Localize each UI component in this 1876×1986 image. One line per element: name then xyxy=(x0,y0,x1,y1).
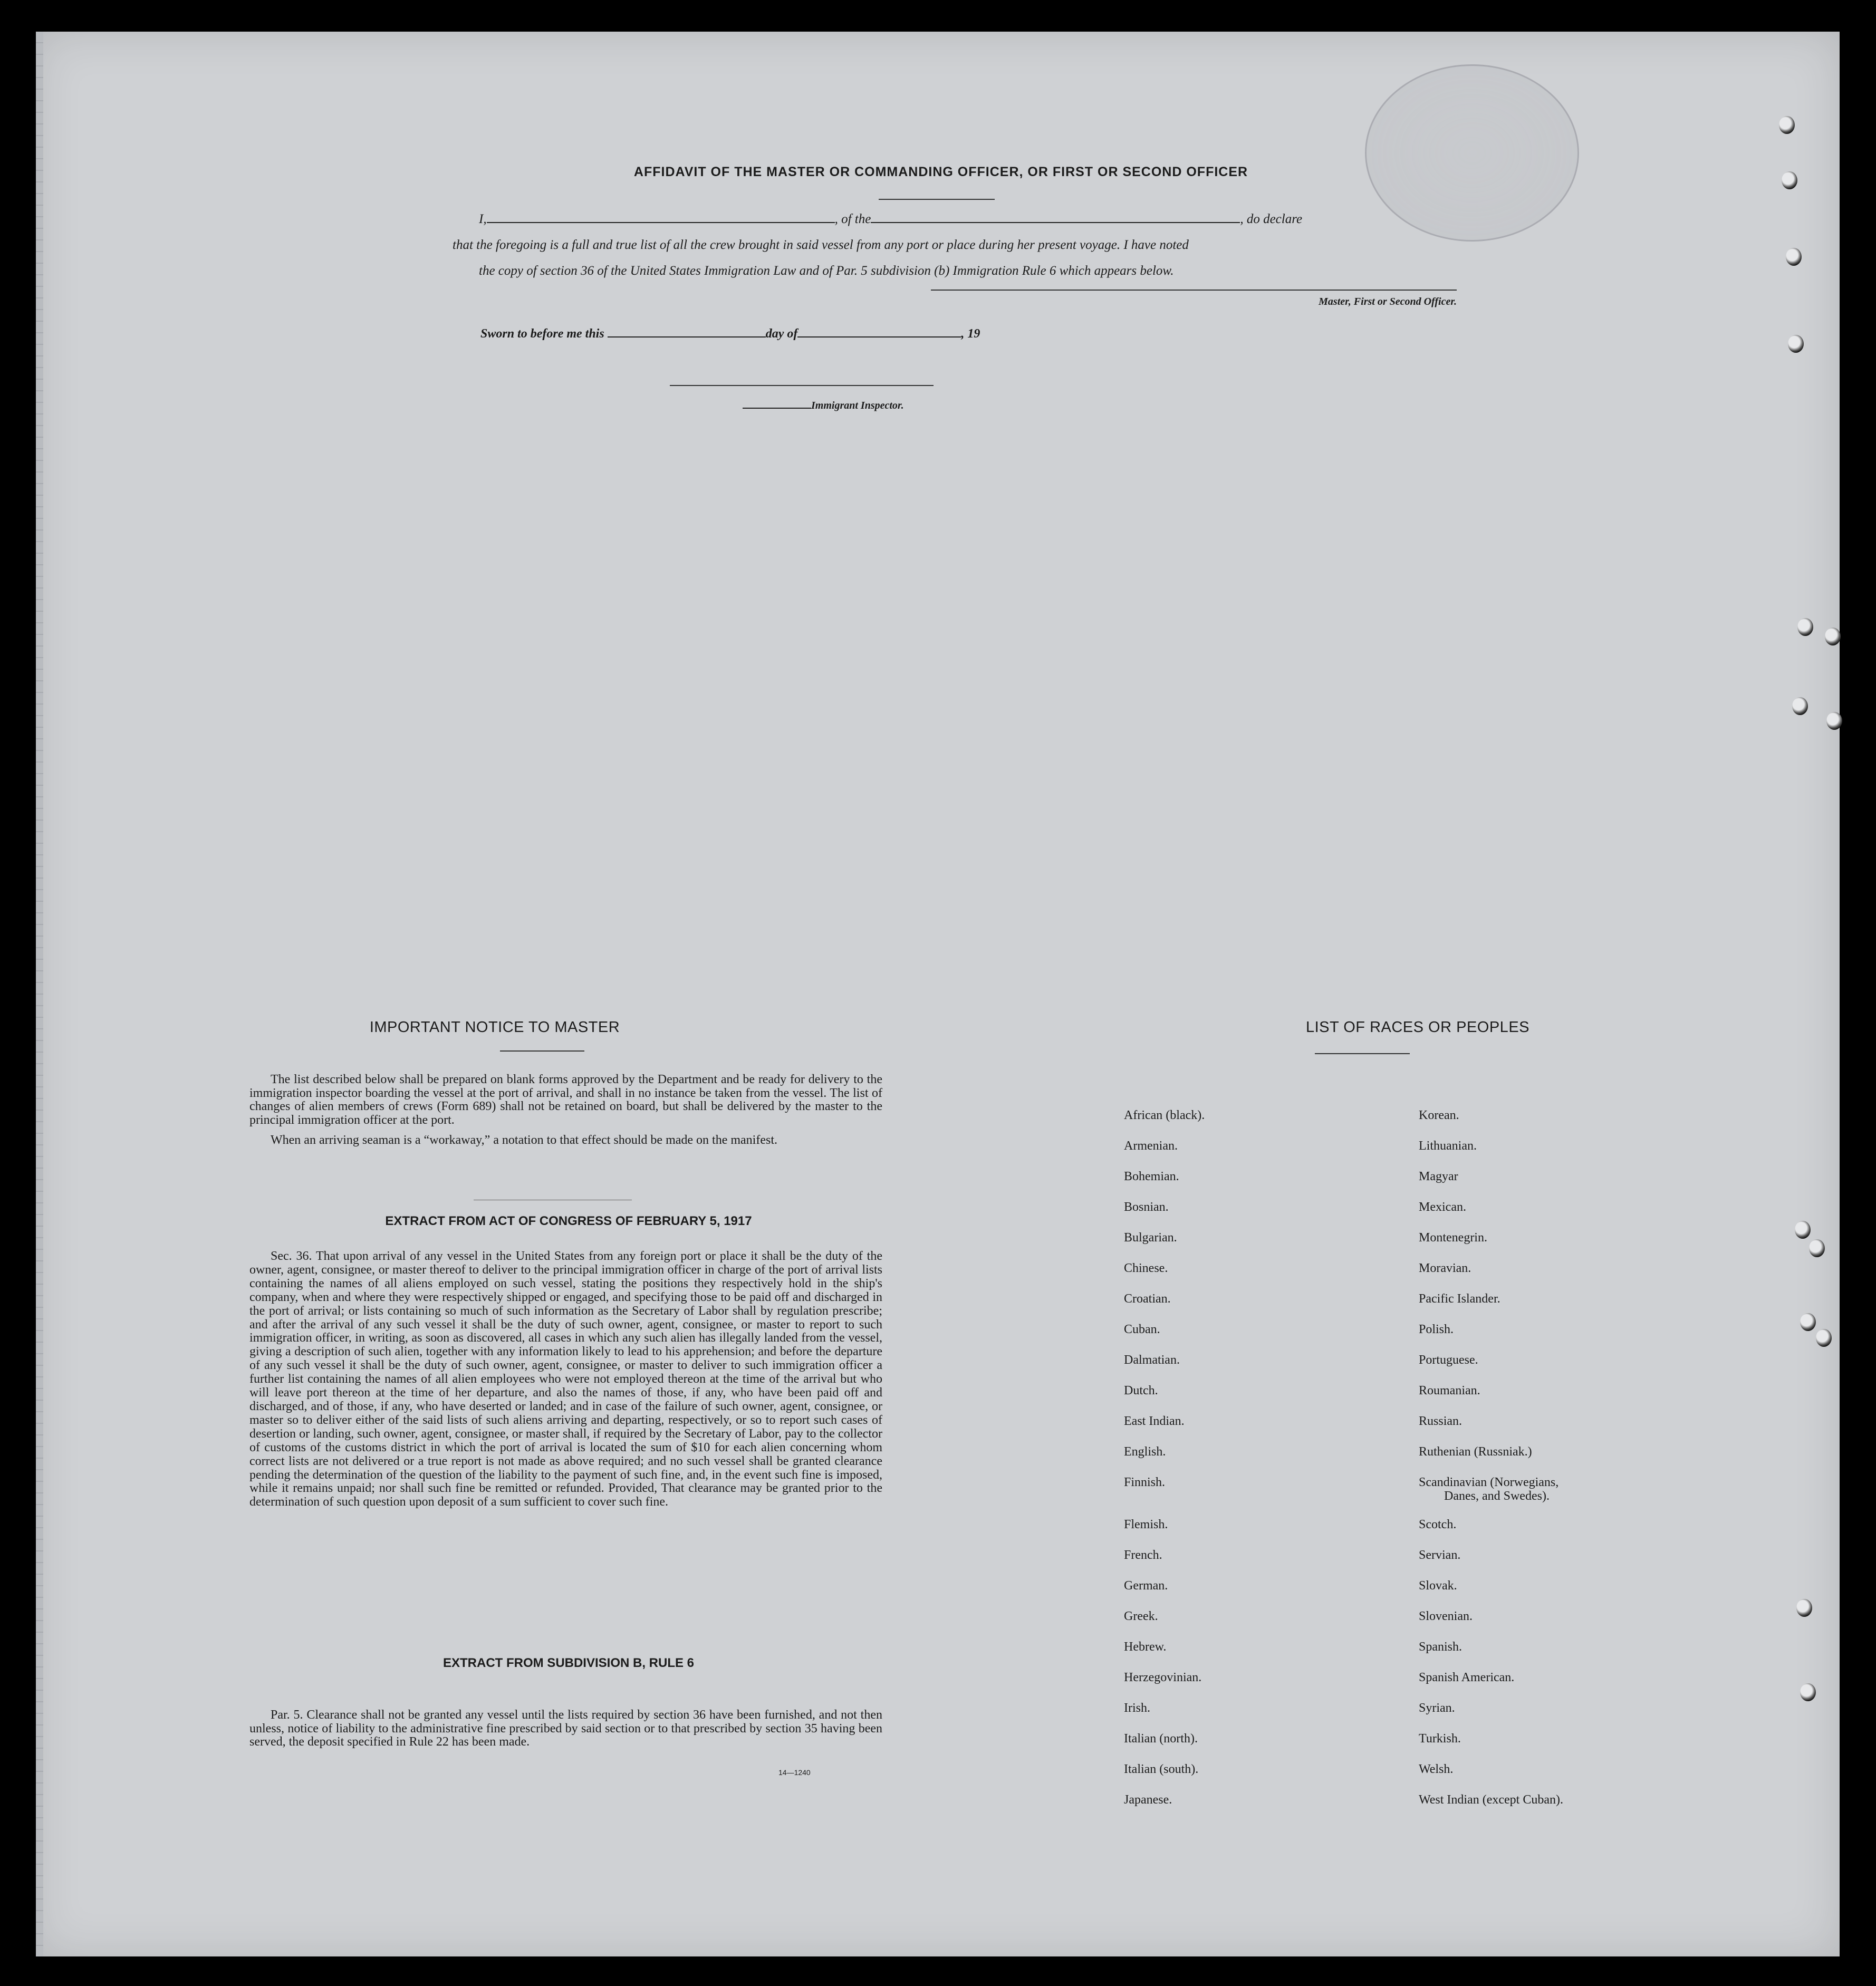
race-item: Armenian. xyxy=(1124,1139,1178,1153)
rule-body xyxy=(249,1709,882,1749)
inspector-signature-line[interactable] xyxy=(670,385,934,386)
notice-paragraph-1: The list described below shall be prepared on blank forms approved by the Department and be ready for delivery to the immigration inspector boarding the vessel at the port of arrival, and shall in no instance be taken from the vessel. The list of changes of alien members of crews (Form 689) shall not be retained on board, but shall be delivered by the master to the principal immigration officer at the port. xyxy=(249,1073,882,1127)
race-item: Korean. xyxy=(1419,1108,1459,1122)
race-item: Slovenian. xyxy=(1419,1609,1473,1623)
punch-hole xyxy=(1782,171,1797,189)
race-item: Servian. xyxy=(1419,1548,1461,1562)
rule-heading: EXTRACT FROM SUBDIVISION B, RULE 6 xyxy=(442,1656,695,1670)
races-right-column xyxy=(1419,1108,1735,1820)
punch-hole xyxy=(1797,618,1813,636)
race-item: Montenegrin. xyxy=(1419,1231,1487,1245)
race-item: Greek. xyxy=(1124,1609,1158,1623)
race-item: Ruthenian (Russniak.) xyxy=(1419,1445,1532,1459)
race-item: Russian. xyxy=(1419,1414,1463,1428)
races-heading: LIST OF RACES OR PEOPLES xyxy=(1305,1019,1530,1036)
punch-hole xyxy=(1800,1683,1816,1701)
race-item: Italian (south). xyxy=(1124,1762,1199,1776)
race-item: Japanese. xyxy=(1124,1793,1172,1807)
race-item: Lithuanian. xyxy=(1419,1139,1477,1153)
sworn-line xyxy=(480,321,980,347)
punch-hole xyxy=(1825,628,1841,645)
races-divider xyxy=(1315,1053,1410,1054)
race-item: African (black). xyxy=(1124,1108,1205,1122)
race-item: Slovak. xyxy=(1419,1579,1457,1593)
punch-hole xyxy=(1779,116,1795,134)
punch-hole xyxy=(1792,697,1808,715)
race-item: West Indian (except Cuban). xyxy=(1419,1793,1563,1807)
race-item: Welsh. xyxy=(1419,1762,1454,1776)
punch-hole xyxy=(1809,1239,1825,1257)
race-item: Scotch. xyxy=(1419,1518,1457,1531)
race-item: French. xyxy=(1124,1548,1162,1562)
race-item: Croatian. xyxy=(1124,1292,1171,1306)
affidavit-title: AFFIDAVIT OF THE MASTER OR COMMANDING OFFICER, OR FIRST OR SECOND OFFICER xyxy=(633,165,1248,179)
race-item: Irish. xyxy=(1124,1701,1150,1715)
name-blank-field[interactable] xyxy=(487,209,835,223)
vessel-blank-field[interactable] xyxy=(871,209,1240,223)
race-item: Polish. xyxy=(1419,1323,1454,1336)
act-body xyxy=(249,1250,882,1509)
notice-heading: IMPORTANT NOTICE TO MASTER xyxy=(369,1019,620,1036)
inspector-label xyxy=(743,398,904,412)
sworn-year: , 19 xyxy=(961,327,980,341)
inspector-label-text: Immigrant Inspector. xyxy=(811,400,904,411)
declaration-do-declare: , do declare xyxy=(1240,212,1303,226)
race-item: Chinese. xyxy=(1124,1261,1168,1275)
form-code: 14—1240 xyxy=(778,1768,811,1777)
master-signature-label: Master, First or Second Officer. xyxy=(1319,296,1457,307)
page-edge xyxy=(36,32,43,1956)
race-item: Spanish. xyxy=(1419,1640,1463,1654)
punch-hole xyxy=(1826,712,1842,730)
declaration-of-the: , of the xyxy=(834,212,871,226)
race-item: Bosnian. xyxy=(1124,1200,1169,1214)
notice-body xyxy=(249,1073,882,1148)
race-item: Herzegovinian. xyxy=(1124,1671,1202,1684)
race-item: German. xyxy=(1124,1579,1168,1593)
race-item: Finnish. xyxy=(1124,1476,1166,1489)
race-item: Italian (north). xyxy=(1124,1732,1198,1746)
punch-hole xyxy=(1796,1599,1812,1617)
punch-hole xyxy=(1816,1329,1832,1347)
inspector-prefix-blank[interactable] xyxy=(743,398,811,409)
notice-divider xyxy=(500,1050,584,1052)
race-item: Hebrew. xyxy=(1124,1640,1167,1654)
race-item: Danes, and Swedes). xyxy=(1444,1489,1550,1503)
rule-par5-text: Par. 5. Clearance shall not be granted any vessel until the lists required by section 36 have been furnished, and not then unless, notice of liability to the administrative fine prescribed by said section or to that prescribed by section 35 having been served, the deposit specified in Rule 22 has been made. xyxy=(249,1708,882,1749)
sworn-day-of: day of xyxy=(765,327,798,341)
race-item: Bohemian. xyxy=(1124,1170,1179,1183)
race-item: English. xyxy=(1124,1445,1166,1459)
document-page xyxy=(36,32,1840,1956)
title-divider xyxy=(879,199,995,200)
declaration-i: I, xyxy=(479,212,487,226)
act-heading: EXTRACT FROM ACT OF CONGRESS OF FEBRUARY 5, 1917 xyxy=(385,1214,752,1228)
affidavit-declaration xyxy=(453,206,1470,284)
declaration-line2: that the foregoing is a full and true list of all the crew brought in said vessel from any port or place during her present voyage. I have noted xyxy=(453,238,1189,252)
race-item: Bulgarian. xyxy=(1124,1231,1177,1245)
sworn-day-blank[interactable] xyxy=(608,324,766,338)
punch-hole xyxy=(1800,1313,1816,1331)
races-left-column xyxy=(1124,1108,1388,1820)
race-item: Dutch. xyxy=(1124,1384,1158,1397)
punch-hole xyxy=(1786,248,1802,266)
race-item: Mexican. xyxy=(1419,1200,1466,1214)
race-item: Turkish. xyxy=(1419,1732,1461,1746)
race-item: Flemish. xyxy=(1124,1518,1168,1531)
punch-hole xyxy=(1788,335,1804,353)
race-item: Pacific Islander. xyxy=(1419,1292,1500,1306)
notice-paragraph-2: When an arriving seaman is a “workaway,” a notation to that effect should be made on the manifest. xyxy=(271,1133,777,1147)
sworn-text: Sworn to before me this xyxy=(480,327,604,341)
race-item: Scandinavian (Norwegians, xyxy=(1419,1476,1559,1489)
act-section-36-text: Sec. 36. That upon arrival of any vessel in the United States from any foreign port or place it shall be the duty of the owner, agent, consignee, or master thereof to deliver to the principal immigration officer in charge of the port of arrival lists containing the names of all aliens employed on such vessel, stating the positions they respectively hold in the ship's company, when and where they were respectively shipped or engaged, and specifying those to be paid off and discharged in the port of arrival; or lists containing so much of such information as the Secretary of Labor shall by regulation prescribe; and after the arrival of any such vessel it shall be the duty of such owner, agent, consignee, or master to report to such immigration officer, in writing, as soon as discovered, all cases in which any such alien has illegally landed from the vessel, giving a description of such alien, together with any information likely to lead to his apprehension; and before the departure of any such vessel it shall be the duty of such owner, agent, consignee, or master to deliver to such immigration officer a further list containing the names of all alien employees who were not employed thereon at the time of the arrival but who will leave port thereon at the time of her departure, and also the names of those, if any, who have been paid off and discharged, and of those, if any, who have deserted or landed; and in case of the failure of such owner, agent, consignee, or master so to deliver either of the said lists of such aliens arriving and departing, respectively, or so to report such cases of desertion or landing, such owner, agent, consignee, or master shall, if required by the Secretary of Labor, pay to the collector of customs of the customs district in which the port of arrival is located the sum of $10 for each alien concerning whom correct lists are not delivered or a true report is not made as above required; and no such vessel shall be granted clearance pending the determination of the question of the liability to the payment of such fine, and, in the event such fine is imposed, while it remains unpaid; nor shall such fine be remitted or refunded. Provided, That clearance may be granted prior to the determination of such question upon deposit of a sum sufficient to cover such fine. xyxy=(249,1249,882,1509)
race-item: East Indian. xyxy=(1124,1414,1185,1428)
race-item: Spanish American. xyxy=(1419,1671,1515,1684)
race-item: Roumanian. xyxy=(1419,1384,1480,1397)
race-item: Magyar xyxy=(1419,1170,1458,1183)
race-item: Portuguese. xyxy=(1419,1353,1478,1367)
sworn-month-blank[interactable] xyxy=(797,324,961,338)
race-item: Syrian. xyxy=(1419,1701,1455,1715)
declaration-line3: the copy of section 36 of the United States Immigration Law and of Par. 5 subdivision (b) Immigration Rule 6 which appears below. xyxy=(479,264,1174,278)
race-item: Cuban. xyxy=(1124,1323,1160,1336)
race-item: Dalmatian. xyxy=(1124,1353,1180,1367)
punch-hole xyxy=(1795,1221,1811,1239)
race-item: Moravian. xyxy=(1419,1261,1471,1275)
master-signature-line[interactable] xyxy=(931,290,1457,291)
